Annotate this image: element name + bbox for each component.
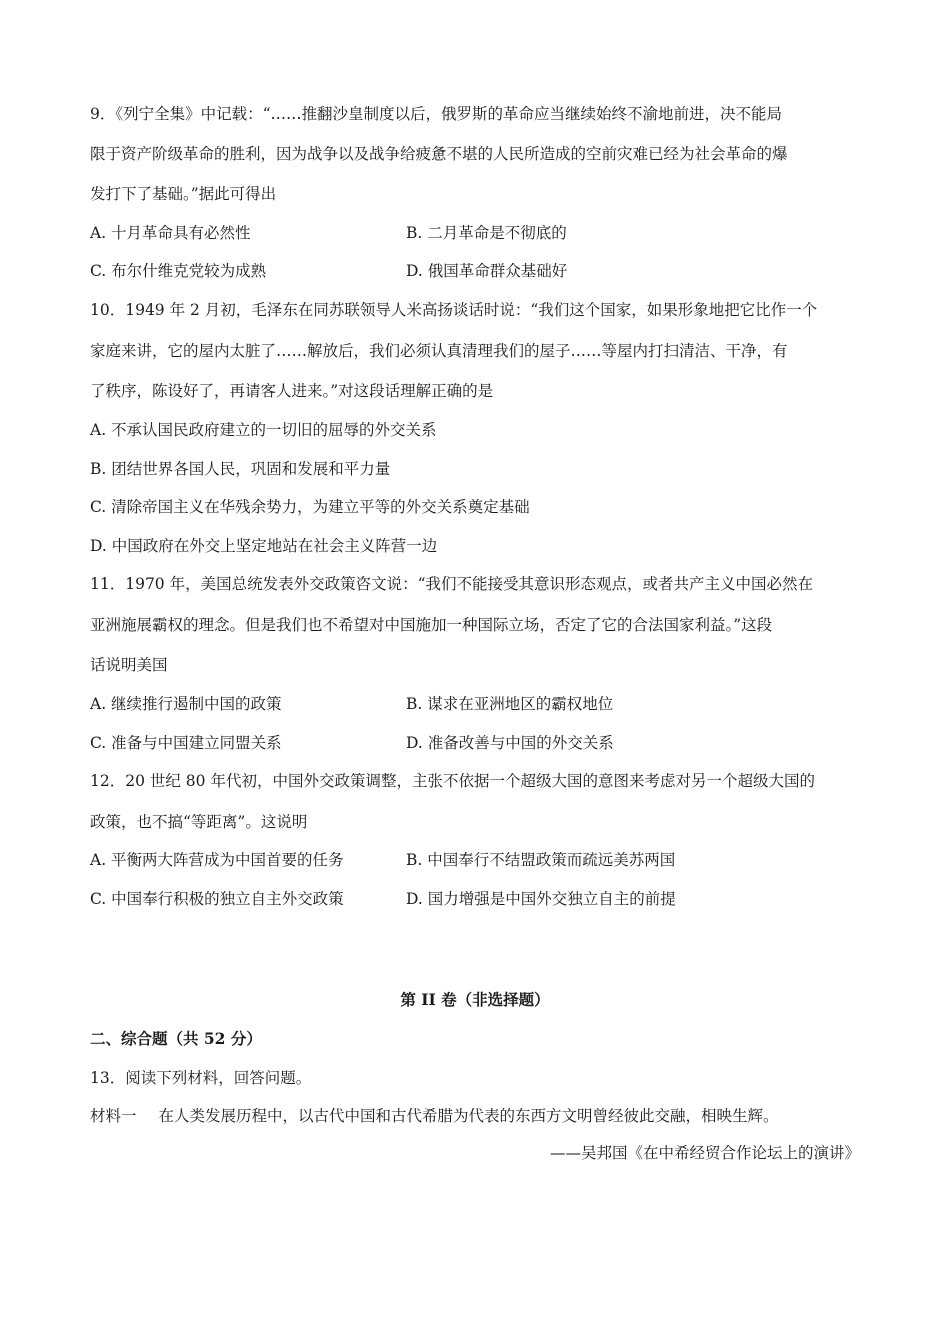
q10-option-a: A. 不承认国民政府建立的一切旧的屈辱的外交关系 bbox=[90, 421, 437, 439]
q12-option-d: D. 国力增强是中国外交独立自主的前提 bbox=[406, 890, 676, 908]
q10-option-d: D. 中国政府在外交上坚定地站在社会主义阵营一边 bbox=[90, 537, 438, 555]
q12-stem-line1: 12．20 世纪 80 年代初，中国外交政策调整，主张不依据一个超级大国的意图来考虑对另一个超级大国的 bbox=[90, 772, 815, 790]
q12-options-row1 bbox=[90, 850, 860, 870]
q12-stem-line2: 政策，也不搞“等距离”。这说明 bbox=[90, 813, 308, 831]
material-source: ——吴邦国《在中希经贸合作论坛上的演讲》 bbox=[549, 1144, 860, 1162]
material-one bbox=[90, 1106, 860, 1126]
q9-option-d: D. 俄国革命群众基础好 bbox=[406, 262, 568, 280]
q10-stem-line1: 10．1949 年 2 月初，毛泽东在同苏联领导人米高扬谈话时说：“我们这个国家，如果形象地把它比作一个 bbox=[90, 301, 818, 319]
material-text: 在人类发展历程中，以古代中国和古代希腊为代表的东西方文明曾经彼此交融，相映生辉。 bbox=[158, 1107, 779, 1125]
q12-options-row2 bbox=[90, 889, 860, 909]
q13-stem: 13．阅读下列材料，回答问题。 bbox=[90, 1069, 312, 1087]
q10-stem-line3: 了秩序，陈设好了，再请客人进来。”对这段话理解正确的是 bbox=[90, 382, 494, 400]
q12-option-a: A. 平衡两大阵营成为中国首要的任务 bbox=[90, 851, 344, 869]
q11-option-c: C. 准备与中国建立同盟关系 bbox=[90, 734, 282, 752]
q10-option-b: B. 团结世界各国人民，巩固和发展和平力量 bbox=[90, 460, 391, 478]
q11-stem-line1: 11．1970 年，美国总统发表外交政策咨文说：“我们不能接受其意识形态观点，或者共产主义中国必然在 bbox=[90, 575, 814, 593]
q10-option-c: C. 清除帝国主义在华残余势力，为建立平等的外交关系奠定基础 bbox=[90, 498, 530, 516]
q11-option-d: D. 准备改善与中国的外交关系 bbox=[406, 734, 614, 752]
q11-options-row1 bbox=[90, 694, 860, 714]
q12-option-b: B. 中国奉行不结盟政策而疏远美苏两国 bbox=[406, 851, 676, 869]
part2-title: 第 II 卷（非选择题） bbox=[400, 990, 550, 1009]
q9-option-b: B. 二月革命是不彻底的 bbox=[406, 224, 567, 242]
q9-option-c: C. 布尔什维克党较为成熟 bbox=[90, 262, 267, 280]
q12-option-c: C. 中国奉行积极的独立自主外交政策 bbox=[90, 890, 344, 908]
q11-option-a: A. 继续推行遏制中国的政策 bbox=[90, 695, 282, 713]
q11-stem-line3: 话说明美国 bbox=[90, 656, 168, 674]
q9-option-a: A. 十月革命具有必然性 bbox=[90, 224, 251, 242]
q9-stem-line2: 限于资产阶级革命的胜利，因为战争以及战争给疲惫不堪的人民所造成的空前灾难已经为社会革命的爆 bbox=[90, 145, 788, 163]
q10-stem-line2: 家庭来讲，它的屋内太脏了……解放后，我们必须认真清理我们的屋子……等屋内打扫清洁、干净，有 bbox=[90, 342, 788, 360]
q11-options-row2 bbox=[90, 733, 860, 753]
q11-option-b: B. 谋求在亚洲地区的霸权地位 bbox=[406, 695, 614, 713]
material-label: 材料一 bbox=[90, 1107, 137, 1125]
section-heading: 二、综合题（共 52 分） bbox=[90, 1029, 262, 1048]
q9-options-row2 bbox=[90, 261, 860, 281]
q9-options-row1 bbox=[90, 223, 860, 243]
q9-stem-line3: 发打下了基础。”据此可得出 bbox=[90, 185, 277, 203]
q9-stem-line1: 9．《列宁全集》中记载：“……推翻沙皇制度以后，俄罗斯的革命应当继续始终不渝地前进，决不能局 bbox=[90, 105, 783, 123]
q11-stem-line2: 亚洲施展霸权的理念。但是我们也不希望对中国施加一种国际立场，否定了它的合法国家利益。”这段 bbox=[90, 616, 773, 634]
